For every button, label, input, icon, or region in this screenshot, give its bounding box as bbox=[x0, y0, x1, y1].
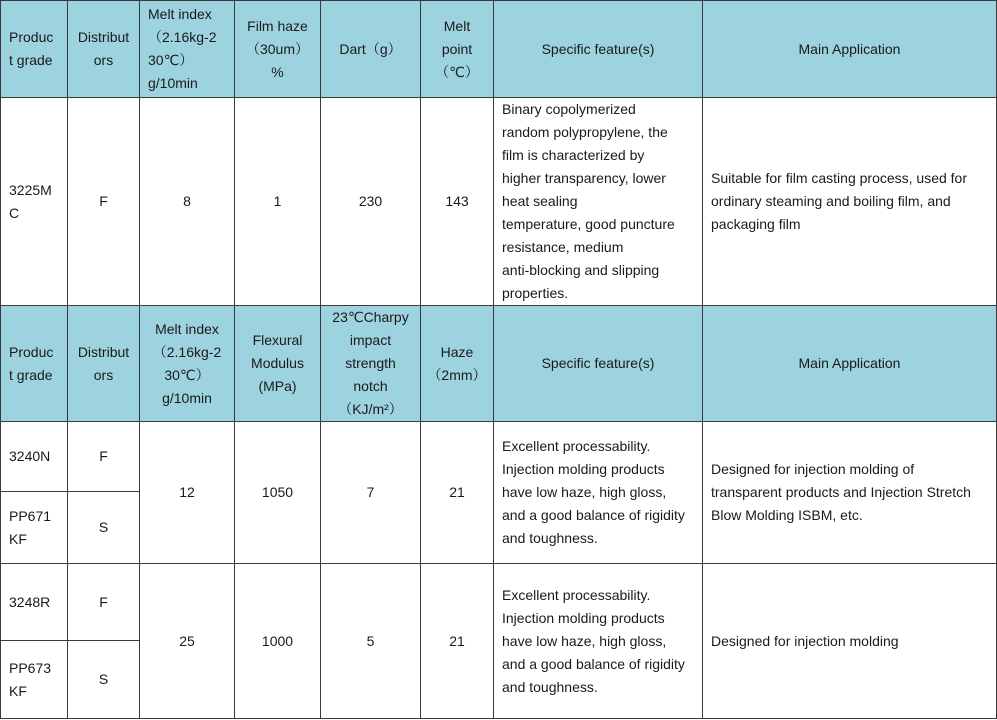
header-row-2 bbox=[1, 306, 997, 422]
dart-cell: 230 bbox=[321, 98, 421, 306]
header-distributors: Distribut ors bbox=[68, 306, 140, 422]
table-row bbox=[1, 564, 997, 641]
haze-cell: 21 bbox=[421, 422, 494, 564]
product-grade-cell: PP671 KF bbox=[1, 492, 68, 564]
product-grade-cell: 3225M C bbox=[1, 98, 68, 306]
application-cell: Designed for injection molding of transparent products and Injection Stretch Blow Molding ISBM, etc. bbox=[703, 422, 997, 564]
flexural-modulus-cell: 1000 bbox=[235, 564, 321, 719]
melt-index-cell: 25 bbox=[140, 564, 235, 719]
melt-index-cell: 8 bbox=[140, 98, 235, 306]
distributor-cell: F bbox=[68, 564, 140, 641]
header-distributors: Distribut ors bbox=[68, 1, 140, 98]
header-film-haze: Film haze （30um） % bbox=[235, 1, 321, 98]
flexural-modulus-cell: 1050 bbox=[235, 422, 321, 564]
header-main-application: Main Application bbox=[703, 1, 997, 98]
header-specific-features: Specific feature(s) bbox=[494, 306, 703, 422]
melt-point-cell: 143 bbox=[421, 98, 494, 306]
header-row-1 bbox=[1, 1, 997, 98]
features-cell: Excellent processability. Injection molding products have low haze, high gloss, and a good balance of rigidity and toughness. bbox=[494, 422, 703, 564]
product-grade-cell: PP673 KF bbox=[1, 641, 68, 719]
charpy-cell: 7 bbox=[321, 422, 421, 564]
header-flexural-modulus: Flexural Modulus (MPa) bbox=[235, 306, 321, 422]
distributor-cell: S bbox=[68, 641, 140, 719]
application-cell: Suitable for film casting process, used for ordinary steaming and boiling film, and packaging film bbox=[703, 98, 997, 306]
application-cell: Designed for injection molding bbox=[703, 564, 997, 719]
film-haze-cell: 1 bbox=[235, 98, 321, 306]
distributor-cell: S bbox=[68, 492, 140, 564]
table-row bbox=[1, 98, 997, 306]
product-grade-cell: 3240N bbox=[1, 422, 68, 492]
table-row bbox=[1, 422, 997, 492]
features-cell: Binary copolymerized random polypropylene, the film is characterized by higher transparency, lower heat sealing temperature, good puncture resistance, medium anti-blocking and slipping properties. bbox=[494, 98, 703, 306]
product-grade-cell: 3248R bbox=[1, 564, 68, 641]
distributor-cell: F bbox=[68, 98, 140, 306]
header-dart: Dart（g） bbox=[321, 1, 421, 98]
header-product-grade: Produc t grade bbox=[1, 1, 68, 98]
header-melt-point: Melt point （℃） bbox=[421, 1, 494, 98]
header-melt-index: Melt index （2.16kg-2 30℃） g/10min bbox=[140, 306, 235, 422]
melt-index-cell: 12 bbox=[140, 422, 235, 564]
distributor-cell: F bbox=[68, 422, 140, 492]
features-cell: Excellent processability. Injection molding products have low haze, high gloss, and a good balance of rigidity and toughness. bbox=[494, 564, 703, 719]
header-specific-features: Specific feature(s) bbox=[494, 1, 703, 98]
charpy-cell: 5 bbox=[321, 564, 421, 719]
header-melt-index: Melt index （2.16kg-2 30℃） g/10min bbox=[140, 1, 235, 98]
header-product-grade: Produc t grade bbox=[1, 306, 68, 422]
header-charpy-impact: 23℃Charpy impact strength notch （KJ/m²） bbox=[321, 306, 421, 422]
haze-cell: 21 bbox=[421, 564, 494, 719]
header-haze: Haze （2mm） bbox=[421, 306, 494, 422]
header-main-application: Main Application bbox=[703, 306, 997, 422]
